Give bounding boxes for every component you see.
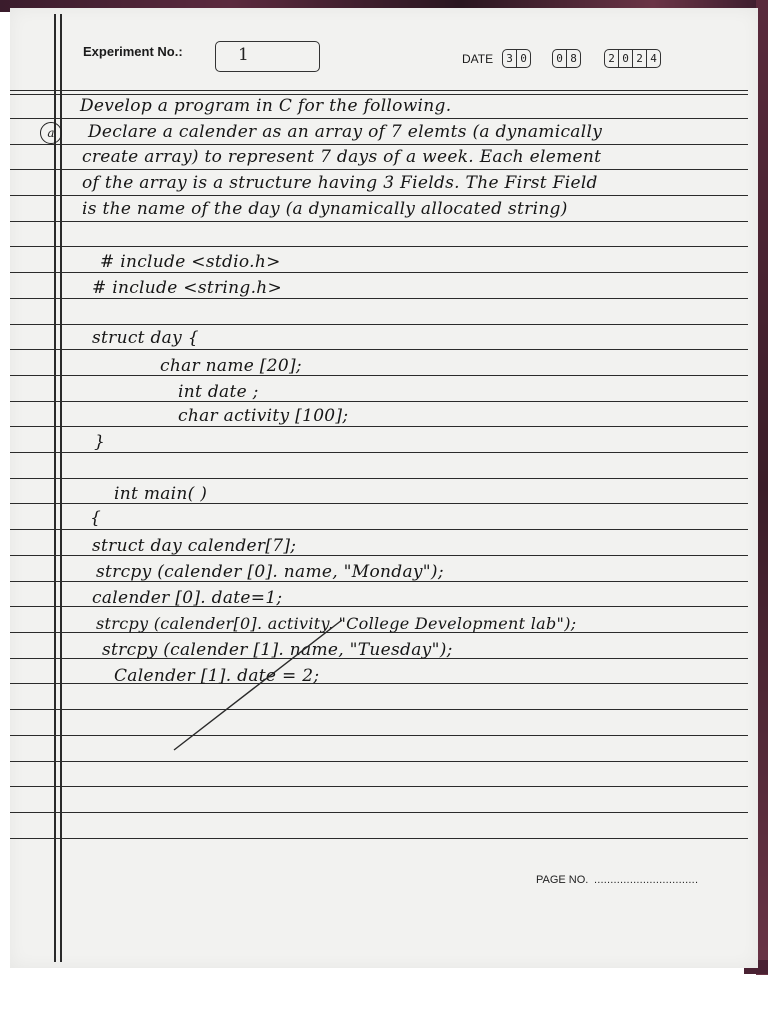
code-line: calender [0]. date=1; xyxy=(92,588,283,608)
code-line: int main( ) xyxy=(114,484,208,504)
experiment-number-value: 1 xyxy=(238,45,249,65)
question-marker: a xyxy=(40,122,62,144)
strike-through-line xyxy=(10,8,758,968)
date-day-digit: 0 xyxy=(520,52,527,65)
code-line: Calender [1]. date = 2; xyxy=(114,666,320,686)
question-line: Declare a calender as an array of 7 elemts (a dynamically xyxy=(88,122,603,142)
code-line: struct day { xyxy=(92,328,199,348)
code-line: # include <stdio.h> xyxy=(100,252,281,272)
notebook-page xyxy=(10,8,758,968)
date-label: DATE xyxy=(462,52,494,66)
question-line: of the array is a structure having 3 Fields. The First Field xyxy=(82,173,598,193)
code-line: strcpy (calender[0]. activity, "College Development lab"); xyxy=(96,614,577,633)
code-line: strcpy (calender [1]. name, "Tuesday"); xyxy=(102,640,453,660)
question-line: is the name of the day (a dynamically allocated string) xyxy=(82,199,568,219)
date-year-digit: 2 xyxy=(633,50,647,67)
code-line: char activity [100]; xyxy=(178,406,349,426)
question-line: Develop a program in C for the following. xyxy=(80,96,452,116)
page-number-label: PAGE NO. xyxy=(536,874,589,886)
date-year-digit: 2 xyxy=(605,50,619,67)
page-number-field: ................................ xyxy=(594,874,699,886)
code-line: strcpy (calender [0]. name, "Monday"); xyxy=(96,562,444,582)
question-line: create array) to represent 7 days of a week. Each element xyxy=(82,147,602,167)
date-month-digit: 8 xyxy=(570,52,577,65)
code-line: } xyxy=(94,432,106,452)
code-line: { xyxy=(90,508,102,528)
code-line: char name [20]; xyxy=(160,356,302,376)
code-line: struct day calender[7]; xyxy=(92,536,297,556)
date-day-digit: 3 xyxy=(503,50,517,67)
code-line: int date ; xyxy=(178,382,259,402)
date-month-digit: 0 xyxy=(553,50,567,67)
code-line: # include <string.h> xyxy=(92,278,283,298)
experiment-label: Experiment No.: xyxy=(83,44,183,59)
date-year-digit: 0 xyxy=(619,50,633,67)
date-year-digit: 4 xyxy=(650,52,657,65)
